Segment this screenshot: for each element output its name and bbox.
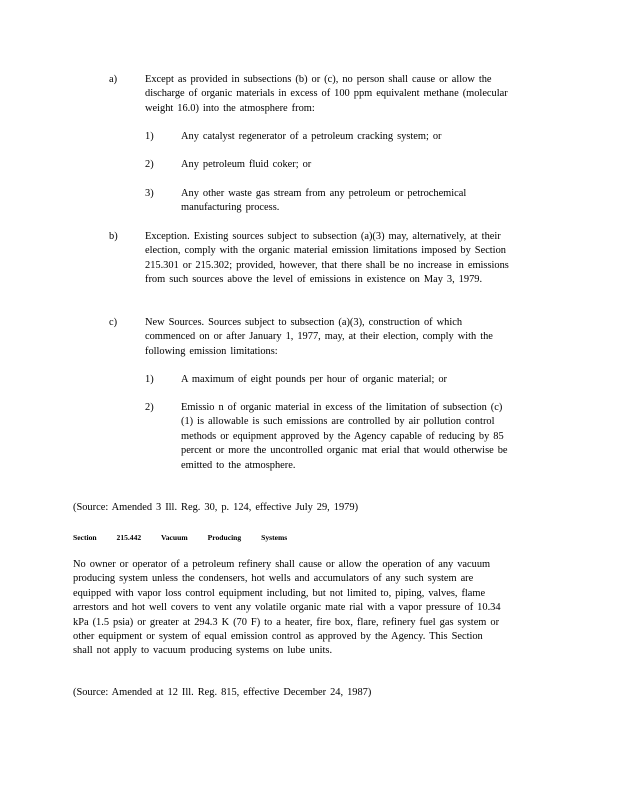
subsection-a-paragraph: Except as provided in subsections (b) or (c), no person shall cause or allow the discharge of organic materials in excess of 100 ppm equivalent methane (molecular weight 16.0) into the atmosphere from: [145,74,508,114]
item-c1-text [181,373,511,387]
item-a1-label: 1) [145,131,154,142]
subsection-c-text [145,316,510,359]
subsection-b-label: b) [109,231,118,242]
section-heading [73,531,503,545]
item-a3-text [181,187,511,216]
item-a1-paragraph: Any catalyst regenerator of a petroleum cracking system; or [181,131,442,142]
item-a3-paragraph: Any other waste gas stream from any petroleum or petrochemical manufacturing process. [181,188,467,214]
item-a2-text [181,158,511,172]
item-c1-paragraph: A maximum of eight pounds per hour of organic material; or [181,374,448,385]
item-a2-label: 2) [145,159,154,170]
section-heading-text: Section 215.442 Vacuum Producing Systems [73,533,288,542]
item-a3-label: 3) [145,188,154,199]
subsection-a-label: a) [109,74,118,85]
source-note-1 [73,501,503,515]
source-note-1-text: (Source: Amended 3 Ill. Reg. 30, p. 124, effective July 29, 1979) [73,502,359,513]
source-note-2 [73,686,503,700]
subsection-c-label: c) [109,317,118,328]
item-c2-paragraph: Emissio n of organic material in excess of the limitation of subsection (c)(1) is allowable is such emissions are controlled by air pollution control methods or equipment approved by the Agency capable of reducing by 85 percent or more the uncontrolled organic mat erial that would otherwise be emitted to the atmosphere. [181,402,508,471]
item-c1-label: 1) [145,374,154,385]
item-a2-paragraph: Any petroleum fluid coker; or [181,159,312,170]
subsection-c-paragraph: New Sources. Sources subject to subsection (a)(3), construction of which commenced on or after January 1, 1977, may, at their election, comply with the following emission limitations: [145,317,493,357]
section-body-text: No owner or operator of a petroleum refinery shall cause or allow the operation of any vacuum producing system unless the condensers, hot wells and accumulators of any such system are equipped with vapor loss control equipment including, but not limited to, piping, valves, flame arrestors and hot well covers to vent any volatile organic mate rial with a vapor pressure of 10.34 kPa (1.5 psia) or greater at 294.3 K (70 F) to a heater, fire box, flare, refinery fuel gas system or other equipment or system of equal emission control as approved by the Agency. This Section shall not apply to vacuum producing systems on lube units. [73,559,501,657]
item-c2-label: 2) [145,402,154,413]
section-body [73,558,503,659]
item-a1-text [181,130,511,144]
subsection-b-text [145,230,510,288]
source-note-2-text: (Source: Amended at 12 Ill. Reg. 815, effective December 24, 1987) [73,687,372,698]
subsection-a-text [145,73,510,116]
subsection-b-paragraph: Exception. Existing sources subject to subsection (a)(3) may, alternatively, at their election, comply with the organic material emission limitations imposed by Section 215.301 or 215.302; provided, however, that there shall be no increase in emissions from such sources above the level of emissions in existence on May 3, 1979. [145,231,509,286]
item-c2-text [181,401,511,473]
